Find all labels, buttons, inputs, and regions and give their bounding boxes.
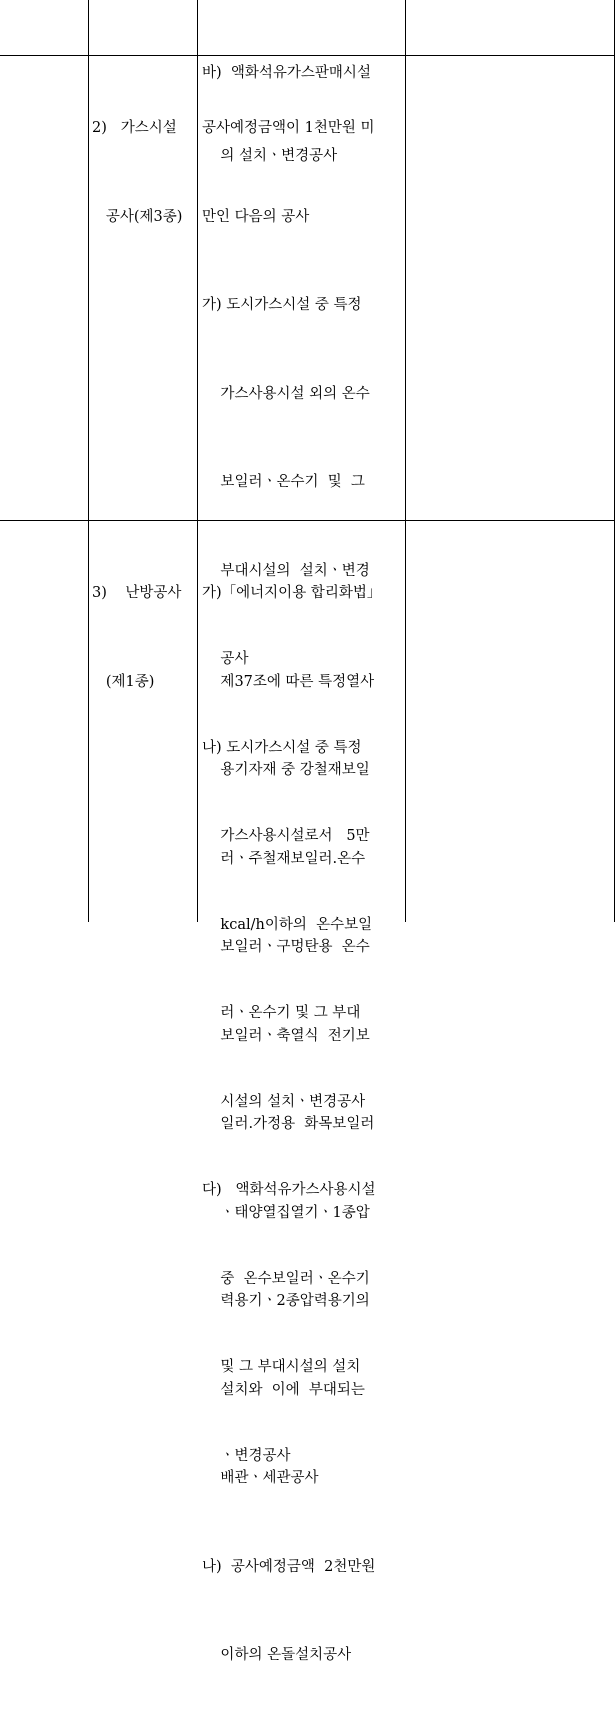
table-text-line: 가스사용시설 외의 온수 [202, 385, 370, 402]
table-text-line: 제37조에 따른 특정열사 [202, 673, 375, 690]
table-border-left [88, 0, 89, 922]
table-text-line: 및 그 부대시설의 설치 [202, 1359, 361, 1375]
table-border-right [405, 0, 406, 922]
table-text-line: 가) 도시가스시설 중 특정 [202, 297, 362, 313]
table-text-line: 중 온수보일러ㆍ온수기 [202, 1270, 370, 1287]
table-text-line: 보일러ㆍ온수기 및 그 [202, 474, 365, 490]
table-text-line: 시설의 설치ㆍ변경공사 [202, 1093, 366, 1110]
table-text-line: 부대시설의 설치ㆍ변경 [202, 562, 370, 579]
table-text-line: 가스사용시설로서 5만 [202, 828, 370, 844]
table-text-line: 이하의 온돌설치공사 [202, 1647, 352, 1663]
row3-category [92, 520, 181, 756]
table-text-line: kcal/h이하의 온수보일 [202, 916, 373, 933]
table-text-line: 만인 다음의 공사 [202, 208, 310, 225]
table-text-line: 나) 공사예정금액 2천만원 [202, 1558, 376, 1575]
table-text-line: 공사 [202, 651, 249, 667]
row3-scope [202, 520, 381, 1730]
table-text-line: 보일러ㆍ구멍탄용 온수 [202, 939, 370, 955]
table-border-mid [197, 0, 198, 922]
table-text-line: ㆍ변경공사 [202, 1447, 291, 1464]
table-text-line: 력용기ㆍ2종압력용기의 [202, 1293, 370, 1309]
table-text-line: 배관ㆍ세관공사 [202, 1470, 319, 1486]
table-text-line: 일러.가정용 화목보일러 [202, 1116, 375, 1132]
category-name: 2) 가스시설 [92, 120, 177, 136]
table-text-line: 의 설치ㆍ변경공사 [202, 147, 338, 164]
table-text-line: 러ㆍ주철재보일러.온수 [202, 850, 366, 867]
table-text-line: 나) 도시가스시설 중 특정 [202, 739, 362, 756]
row2-category [92, 55, 182, 291]
table-text-line: 다) 액화석유가스사용시설 [202, 1182, 376, 1198]
table-text-line: 보일러ㆍ축열식 전기보 [202, 1027, 370, 1044]
table-text-line: 설치와 이에 부대되는 [202, 1381, 365, 1398]
table-text-line: 용기자재 중 강철재보일 [202, 762, 370, 778]
category-grade: 공사(제3종) [92, 208, 183, 225]
table-text-line: ㆍ태양열집열기ㆍ1종압 [202, 1204, 370, 1221]
category-grade: (제1종) [92, 673, 155, 690]
table-text-line: 바) 액화석유가스판매시설 [202, 65, 371, 81]
category-name: 3) 난방공사 [92, 585, 182, 601]
table-text-line: 가)「에너지이용 합리화법」 [202, 585, 382, 601]
table-text-line: 공사예정금액이 1천만원 미 [202, 120, 375, 136]
table-text-line: 러ㆍ온수기 및 그 부대 [202, 1005, 361, 1021]
